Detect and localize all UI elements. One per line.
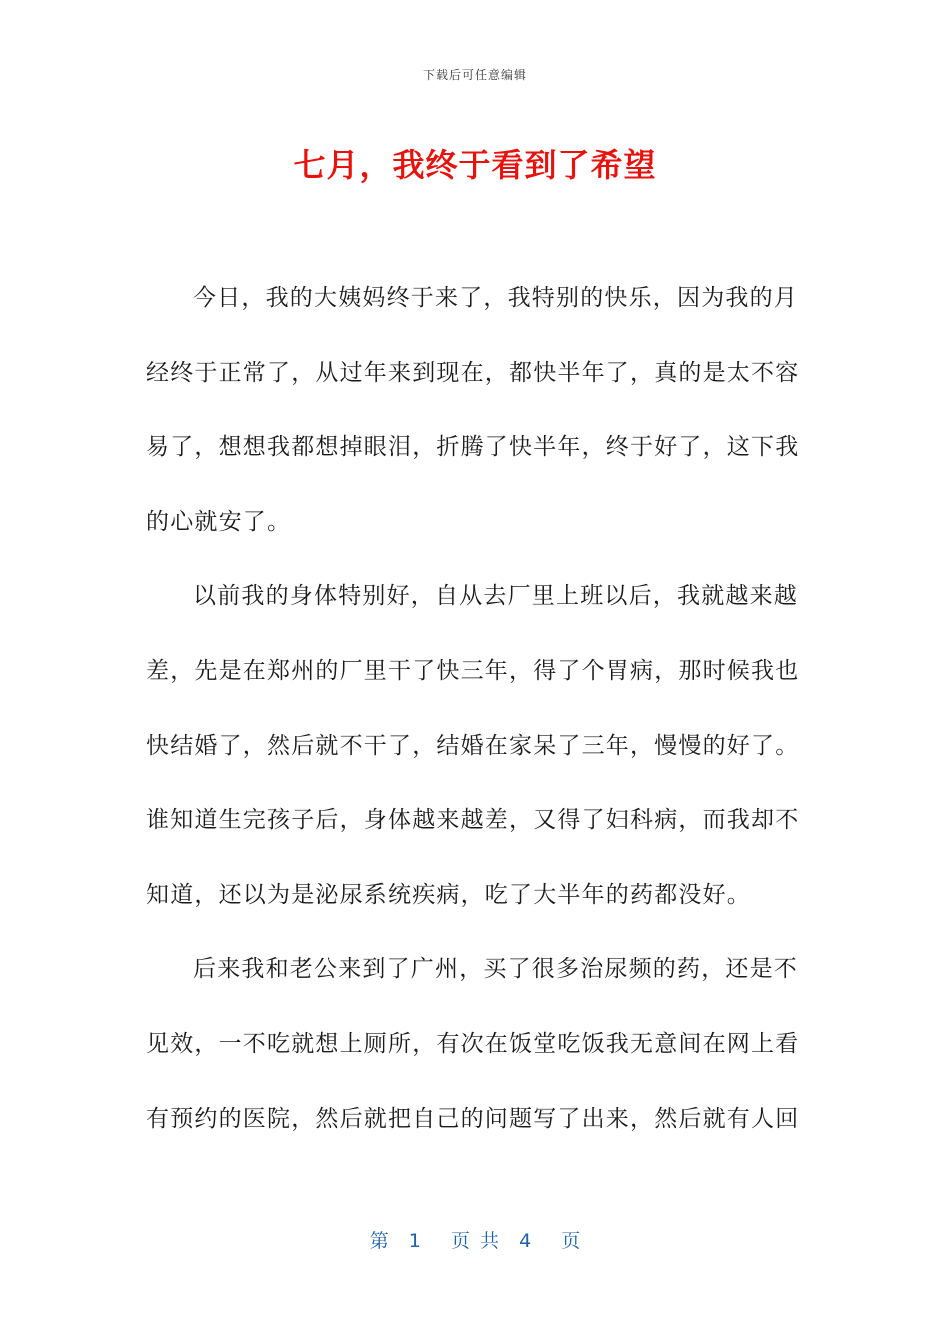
document-title: 七月，我终于看到了希望 [293,146,657,184]
paragraph-line: 有预约的医院，然后就把自己的问题写了出来，然后就有人回 [146,1105,800,1132]
paragraph-line: 后来我和老公来到了广州，买了很多治尿频的药，还是不 [193,956,798,983]
paragraph-line: 差，先是在郑州的厂里干了快三年，得了个胃病，那时候我也 [146,657,800,684]
paragraph-line: 快结婚了，然后就不干了，结婚在家呆了三年，慢慢的好了。 [146,732,800,759]
paragraph-line: 知道，还以为是泌尿系统疾病，吃了大半年的药都没好。 [146,881,751,908]
document-body [146,261,806,1156]
paragraph-line: 的心就安了。 [146,508,292,535]
page-number-text: 第 1 页 共 4 页 [369,1230,581,1252]
header-note: 下载后可任意编辑 [422,68,527,82]
paragraph-line: 以前我的身体特别好，自从去厂里上班以后，我就越来越 [193,583,798,610]
paragraph-line: 易了，想想我都想掉眼泪，折腾了快半年，终于好了，这下我 [146,434,800,461]
paragraph-line: 谁知道生完孩子后，身体越来越差，又得了妇科病，而我却不 [146,807,800,834]
paragraph-line: 见效，一不吃就想上厕所，有次在饭堂吃饭我无意间在网上看 [146,1030,800,1057]
paragraph-line: 今日，我的大姨妈终于来了，我特别的快乐，因为我的月 [193,285,798,311]
paragraph-line: 经终于正常了，从过年来到现在，都快半年了，真的是太不容 [146,359,800,386]
page-number-footer [0,1226,950,1253]
